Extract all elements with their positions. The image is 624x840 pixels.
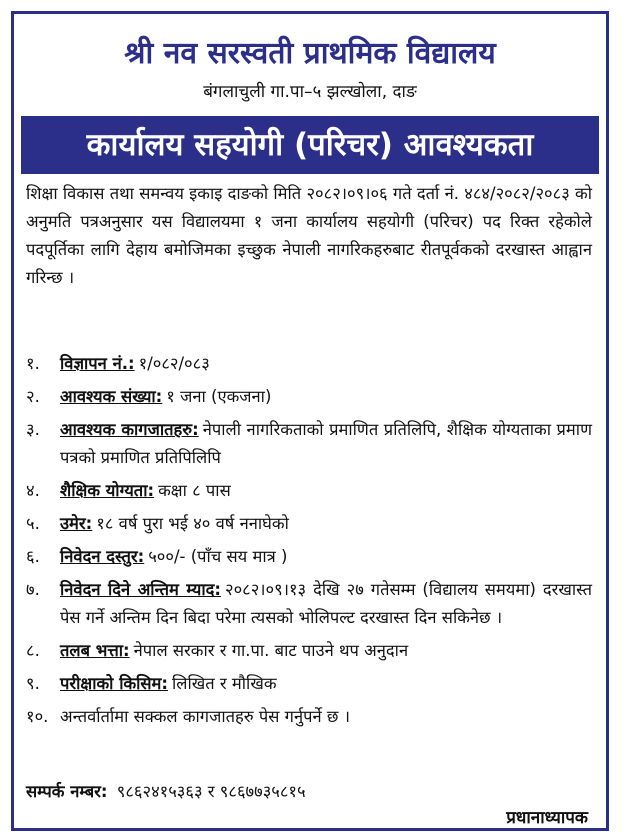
item-text: नेपाली नागरिकताको प्रमाणित प्रतिलिपि, शैक्षिक योग्यताका प्रमाण पत्रको प्रमाणित प्रतिपिलिपि	[60, 420, 592, 467]
list-item	[26, 576, 592, 632]
item-number: ४.	[26, 481, 40, 500]
notice-frame	[11, 11, 609, 831]
item-label: आवश्यक संख्या:	[60, 387, 163, 406]
item-label: शैक्षिक योग्यता:	[60, 481, 155, 500]
item-text: १/०८२/०८३	[138, 354, 210, 373]
item-label: तलब भत्ता:	[60, 641, 130, 660]
item-label: विज्ञापन नं.:	[60, 354, 135, 373]
list-item	[26, 670, 592, 698]
notice-title-banner: कार्यालय सहयोगी (परिचर) आवश्यकता	[21, 116, 599, 174]
contact-line	[26, 778, 306, 806]
item-number: ३.	[26, 420, 40, 439]
item-number: १.	[26, 354, 40, 373]
list-item	[26, 416, 592, 472]
item-number: ५.	[26, 514, 40, 533]
item-label: निवेदन दस्तुर:	[60, 547, 145, 566]
list-item	[26, 477, 592, 505]
school-name: श्री नव सरस्वती प्राथमिक विद्यालय	[124, 36, 496, 71]
contact-label: सम्पर्क नम्बर:	[26, 782, 108, 801]
item-number: ८.	[26, 641, 40, 660]
item-number: ७.	[26, 580, 40, 599]
item-text: ५००/- (पाँच सय मात्र )	[148, 547, 288, 566]
contact-numbers: ९८६२४१५३६३ र ९८६७७३५८१५	[116, 782, 306, 801]
intro-paragraph: शिक्षा विकास तथा समन्वय इकाइ दाङको मिति २०८२।०९।०६ गते दर्ता नं. ४८४/२०८२/२०८३ को अनुमति पत्रअनुसार यस विद्यालयमा १ जना कार्यालय सहयोगी (परिचर) पद रिक्त रहेकोले पदपूर्तिका लागि देहाय बमोजिमका इच्छुक नेपाली नागरिकहरुबाट रीतपूर्वकको दरखास्त आह्वान गरिन्छ ।	[26, 184, 592, 287]
item-text: अन्तर्वार्तामा सक्कल कागजातहरु पेस गर्नुपर्ने छ ।	[60, 707, 350, 726]
item-label: परीक्षाको किसिम:	[60, 674, 169, 693]
item-text: १८ वर्ष पुरा भई ४० वर्ष ननाघेको	[96, 514, 289, 533]
list-item	[26, 543, 592, 571]
school-address: बंगलाचुली गा.पा–५ झल्खोला, दाङ	[203, 82, 417, 102]
item-text: २०८२।०९।१३ देखि २७ गतेसम्म (विद्यालय समयमा) दरखास्त पेस गर्ने अन्तिम दिन बिदा परेमा त्यसको भोलिपल्ट दरखास्त दिन सकिनेछ ।	[60, 580, 592, 627]
requirements-list	[26, 350, 592, 736]
item-label: आवश्यक कागजातहरु:	[60, 420, 199, 439]
item-number: ६.	[26, 547, 40, 566]
item-text: नेपाल सरकार र गा.पा. बाट पाउने थप अनुदान	[133, 641, 409, 660]
item-label: निवेदन दिने अन्तिम म्याद:	[60, 580, 221, 599]
item-label: उमेर:	[60, 514, 93, 533]
item-text: १ जना (एकजना)	[166, 387, 272, 406]
item-number: २.	[26, 387, 40, 406]
signature-title: प्रधानाध्यापक	[506, 808, 588, 828]
list-item	[26, 510, 592, 538]
list-item	[26, 637, 592, 665]
list-item	[26, 703, 592, 731]
list-item	[26, 383, 592, 411]
item-text: कक्षा ८ पास	[158, 481, 231, 500]
item-text: लिखित र मौखिक	[172, 674, 277, 693]
item-number: १०.	[26, 707, 49, 726]
item-number: ९.	[26, 674, 40, 693]
list-item	[26, 350, 592, 378]
